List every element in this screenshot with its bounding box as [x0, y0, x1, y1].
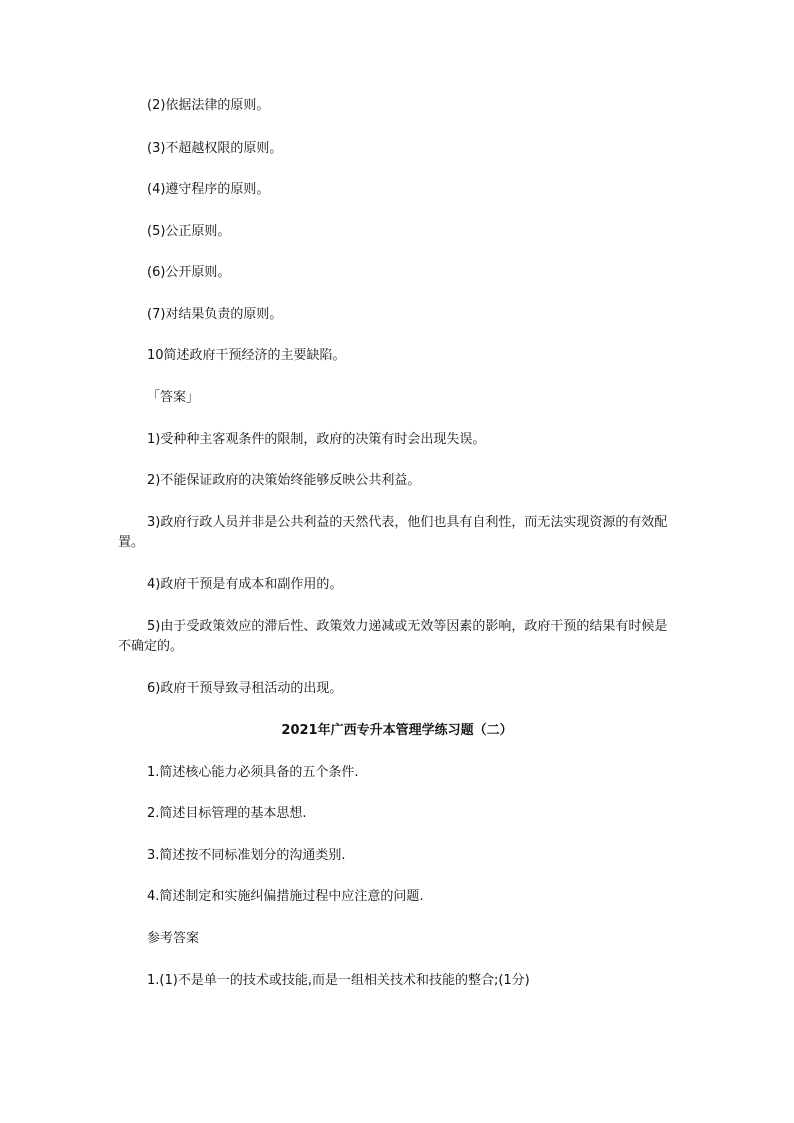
answer-label: 「答案」	[147, 390, 200, 405]
defect-5-text: 5)由于受政策效应的滞后性、政策效力递减或无效等因素的影响，政府干预的结果有时候是不确定的。	[118, 619, 668, 654]
principle-6: (6)公开原则。	[147, 265, 231, 280]
section-title: 2021年广西专升本管理学练习题（二）	[281, 723, 513, 738]
question-10: 10简述政府干预经济的主要缺陷。	[147, 348, 346, 363]
principle-5: (5)公正原则。	[147, 224, 231, 239]
defect-6: 6)政府干预导致寻租活动的出现。	[147, 681, 343, 696]
principle-3: (3)不超越权限的原则。	[147, 141, 283, 156]
answers-heading: 参考答案	[147, 931, 200, 946]
question-3: 3.简述按不同标准划分的沟通类别.	[147, 848, 346, 863]
defect-3	[118, 513, 678, 553]
question-2: 2.简述目标管理的基本思想.	[147, 806, 307, 821]
principle-7: (7)对结果负责的原则。	[147, 307, 283, 322]
defect-5	[118, 617, 678, 657]
question-4: 4.简述制定和实施纠偏措施过程中应注意的问题.	[147, 889, 424, 904]
defect-3-text: 3)政府行政人员并非是公共利益的天然代表，他们也具有自利性，而无法实现资源的有效配置。	[118, 515, 668, 550]
question-1: 1.简述核心能力必须具备的五个条件.	[147, 765, 359, 780]
defect-2: 2)不能保证政府的决策始终能够反映公共利益。	[147, 473, 421, 488]
principle-4: (4)遵守程序的原则。	[147, 182, 270, 197]
defect-1: 1)受种种主客观条件的限制，政府的决策有时会出现失误。	[147, 432, 486, 447]
defect-4: 4)政府干预是有成本和副作用的。	[147, 577, 343, 592]
principle-2: (2)依据法律的原则。	[147, 98, 270, 113]
answer-1: 1.(1)不是单一的技术或技能,而是一组相关技术和技能的整合;(1分)	[147, 973, 530, 988]
